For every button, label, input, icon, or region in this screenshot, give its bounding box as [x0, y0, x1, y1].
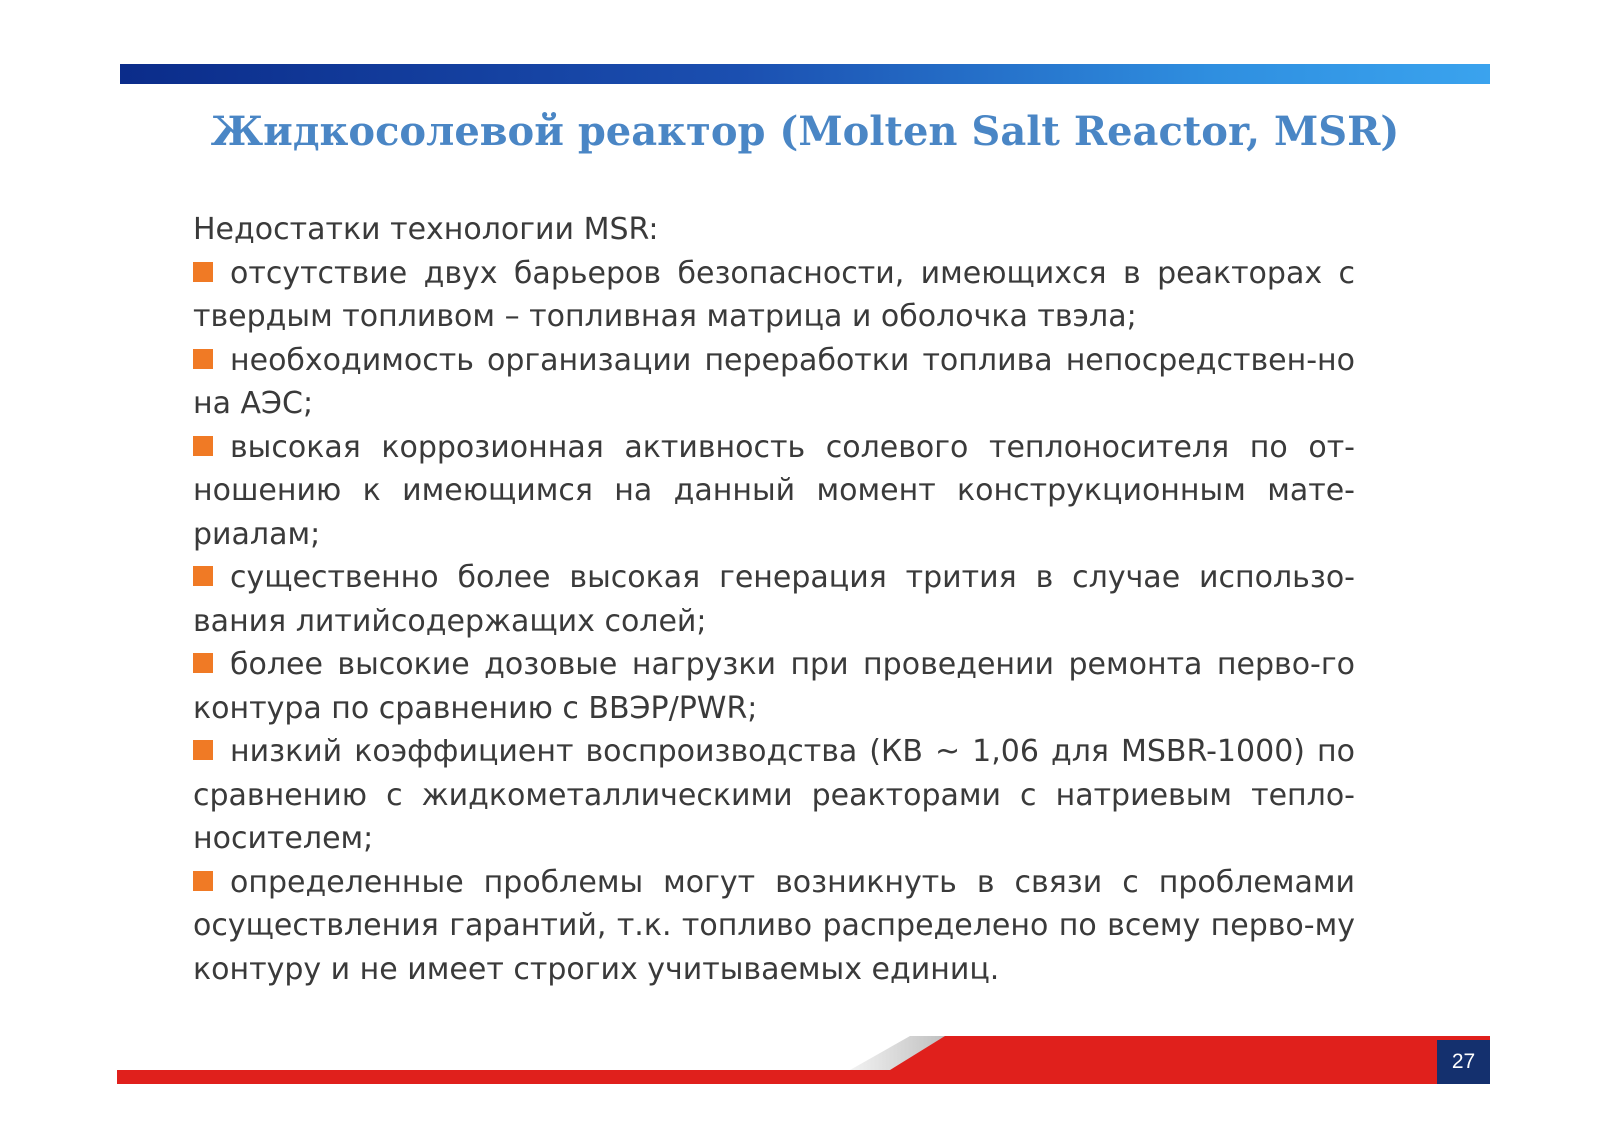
- red-wedge-shape: [890, 1036, 1490, 1070]
- square-bullet-icon: [193, 566, 213, 586]
- square-bullet-icon: [193, 436, 213, 456]
- bullet-item: [193, 426, 1355, 557]
- bullet-item: [193, 339, 1355, 426]
- bullet-text: более высокие дозовые нагрузки при проведении ремонта перво-го контура по сравнению с ВВЭР/PWR;: [193, 647, 1355, 726]
- bullet-text: высокая коррозионная активность солевого теплоносителя по от-ношению к имеющимся на данный момент конструкционным мате-риалам;: [193, 429, 1355, 552]
- square-bullet-icon: [193, 871, 213, 891]
- square-bullet-icon: [193, 262, 213, 282]
- intro-text: Недостатки технологии MSR:: [193, 212, 659, 247]
- bullet-text: необходимость организации переработки топлива непосредствен-но на АЭС;: [193, 342, 1355, 421]
- bullet-item: [193, 643, 1355, 730]
- square-bullet-icon: [193, 653, 213, 673]
- slide-content: [193, 208, 1355, 991]
- slide-title: Жидкосолевой реактор (Molten Salt Reactor, MSR): [210, 108, 1400, 155]
- bullet-item: [193, 252, 1355, 339]
- square-bullet-icon: [193, 740, 213, 760]
- bottom-wedge-decoration: [850, 1036, 1490, 1084]
- top-gradient-bar: [120, 64, 1490, 84]
- square-bullet-icon: [193, 349, 213, 369]
- bullet-text: низкий коэффициент воспроизводства (КВ ~ 1,06 для MSBR-1000) по сравнению с жидкометаллическими реакторами с натриевым тепло-носителем;: [193, 734, 1355, 856]
- bullet-item: [193, 556, 1355, 643]
- bullet-item: [193, 861, 1355, 992]
- bullet-text: существенно более высокая генерация трития в случае использо-вания литийсодержащих солей;: [193, 560, 1355, 639]
- bullet-text: отсутствие двух барьеров безопасности, имеющихся в реакторах с твердым топливом – топливная матрица и оболочка твэла;: [193, 255, 1355, 334]
- bullet-text: определенные проблемы могут возникнуть в связи с проблемами осуществления гарантий, т.к. топливо распределено по всему перво-му контуру и не имеет строгих учитываемых единиц.: [193, 864, 1355, 987]
- bullet-item: [193, 730, 1355, 861]
- page-number: 27: [1437, 1040, 1490, 1084]
